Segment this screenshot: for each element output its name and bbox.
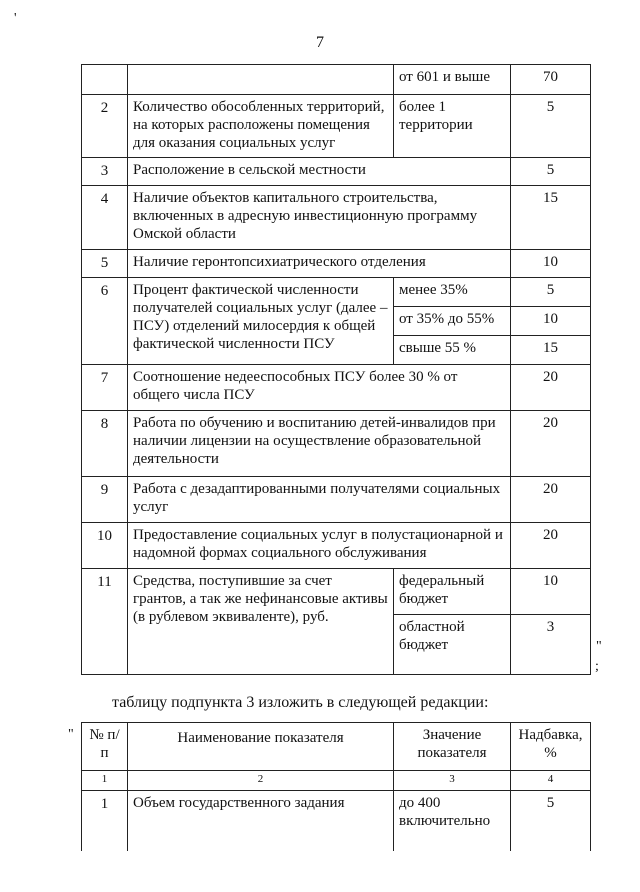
bonus-value: 20 <box>511 411 591 477</box>
table-row <box>82 250 591 278</box>
indicator-value: от 35% до 55% <box>394 307 511 336</box>
row-number: 3 <box>82 158 128 186</box>
bonus-value: 20 <box>511 477 591 523</box>
bonus-value: 10 <box>511 250 591 278</box>
indicator-name: Количество обособленных территорий, на которых расположены помещения для оказания социальных услуг <box>128 95 394 158</box>
table-row <box>82 158 591 186</box>
row-number: 4 <box>82 186 128 250</box>
table-header-row <box>82 723 591 771</box>
bonus-value: 10 <box>511 569 591 615</box>
indicator-name: Средства, поступившие за счет грантов, а так же нефинансовые активы (в рублевом эквиваленте), руб. <box>128 569 394 675</box>
page-number: 7 <box>316 34 324 51</box>
intro-paragraph: таблицу подпункта 3 изложить в следующей редакции: <box>112 694 489 711</box>
indicator-name: Работа с дезадаптированными получателями социальных услуг <box>128 477 511 523</box>
row-number: 10 <box>82 523 128 569</box>
column-header-name: Наименование показателя <box>128 723 394 771</box>
semicolon-mark: ; <box>595 659 599 674</box>
bonus-value: 70 <box>511 65 591 95</box>
opening-quote-mark: " <box>68 727 74 742</box>
row-number: 7 <box>82 365 128 411</box>
bonus-value: 20 <box>511 523 591 569</box>
indicator-value: свыше 55 % <box>394 336 511 365</box>
closing-quote-mark: " <box>596 639 602 654</box>
bonus-value: 5 <box>511 95 591 158</box>
column-index-row <box>82 771 591 791</box>
row-number: 2 <box>82 95 128 158</box>
bonus-value: 5 <box>511 158 591 186</box>
bonus-value: 5 <box>511 791 591 851</box>
indicator-value: менее 35% <box>394 278 511 307</box>
column-index: 4 <box>511 771 591 791</box>
row-number: 9 <box>82 477 128 523</box>
row-number: 5 <box>82 250 128 278</box>
row-number: 8 <box>82 411 128 477</box>
table-row <box>82 65 591 95</box>
indicator-name: Объем государственного задания <box>128 791 394 851</box>
table-row <box>82 477 591 523</box>
indicator-value: областной бюджет <box>394 615 511 675</box>
table-row <box>82 95 591 158</box>
indicator-name: Наличие объектов капитального строительства, включенных в адресную инвестиционную программу Омской области <box>128 186 511 250</box>
bonus-value: 5 <box>511 278 591 307</box>
indicator-name: Процент фактической численности получателей социальных услуг (далее – ПСУ) отделений милосердия к общей фактической численности ПСУ <box>128 278 394 365</box>
indicator-value: до 400 включительно <box>394 791 511 851</box>
column-index: 2 <box>128 771 394 791</box>
row-number <box>82 65 128 95</box>
table-row <box>82 411 591 477</box>
indicator-name: Наличие геронтопсихиатрического отделения <box>128 250 511 278</box>
table-row <box>82 569 591 615</box>
indicator-name: Работа по обучению и воспитанию детей-инвалидов при наличии лицензии на осуществление образовательной деятельности <box>128 411 511 477</box>
bonus-value: 20 <box>511 365 591 411</box>
state-task-bonus-table <box>81 722 591 851</box>
indicator-name <box>128 65 394 95</box>
column-header-bonus: Надбавка, % <box>511 723 591 771</box>
bonus-value: 15 <box>511 186 591 250</box>
indicator-name: Расположение в сельской местности <box>128 158 511 186</box>
indicator-name: Предоставление социальных услуг в полустационарной и надомной формах социального обслуживания <box>128 523 511 569</box>
bonus-criteria-table <box>81 64 591 675</box>
bonus-value: 15 <box>511 336 591 365</box>
indicator-value: более 1 территории <box>394 95 511 158</box>
table-row <box>82 365 591 411</box>
bonus-value: 10 <box>511 307 591 336</box>
bonus-value: 3 <box>511 615 591 675</box>
indicator-name: Соотношение недееспособных ПСУ более 30 % от общего числа ПСУ <box>128 365 511 411</box>
table-row <box>82 791 591 851</box>
table-row <box>82 523 591 569</box>
column-index: 1 <box>82 771 128 791</box>
column-index: 3 <box>394 771 511 791</box>
table-row <box>82 278 591 307</box>
stray-mark-corner: ' <box>14 11 17 26</box>
row-number: 1 <box>82 791 128 851</box>
row-number: 11 <box>82 569 128 675</box>
indicator-value: от 601 и выше <box>394 65 511 95</box>
indicator-value: федеральный бюджет <box>394 569 511 615</box>
row-number: 6 <box>82 278 128 365</box>
table-row <box>82 186 591 250</box>
column-header-value: Значение показателя <box>394 723 511 771</box>
column-header-number: № п/п <box>82 723 128 771</box>
